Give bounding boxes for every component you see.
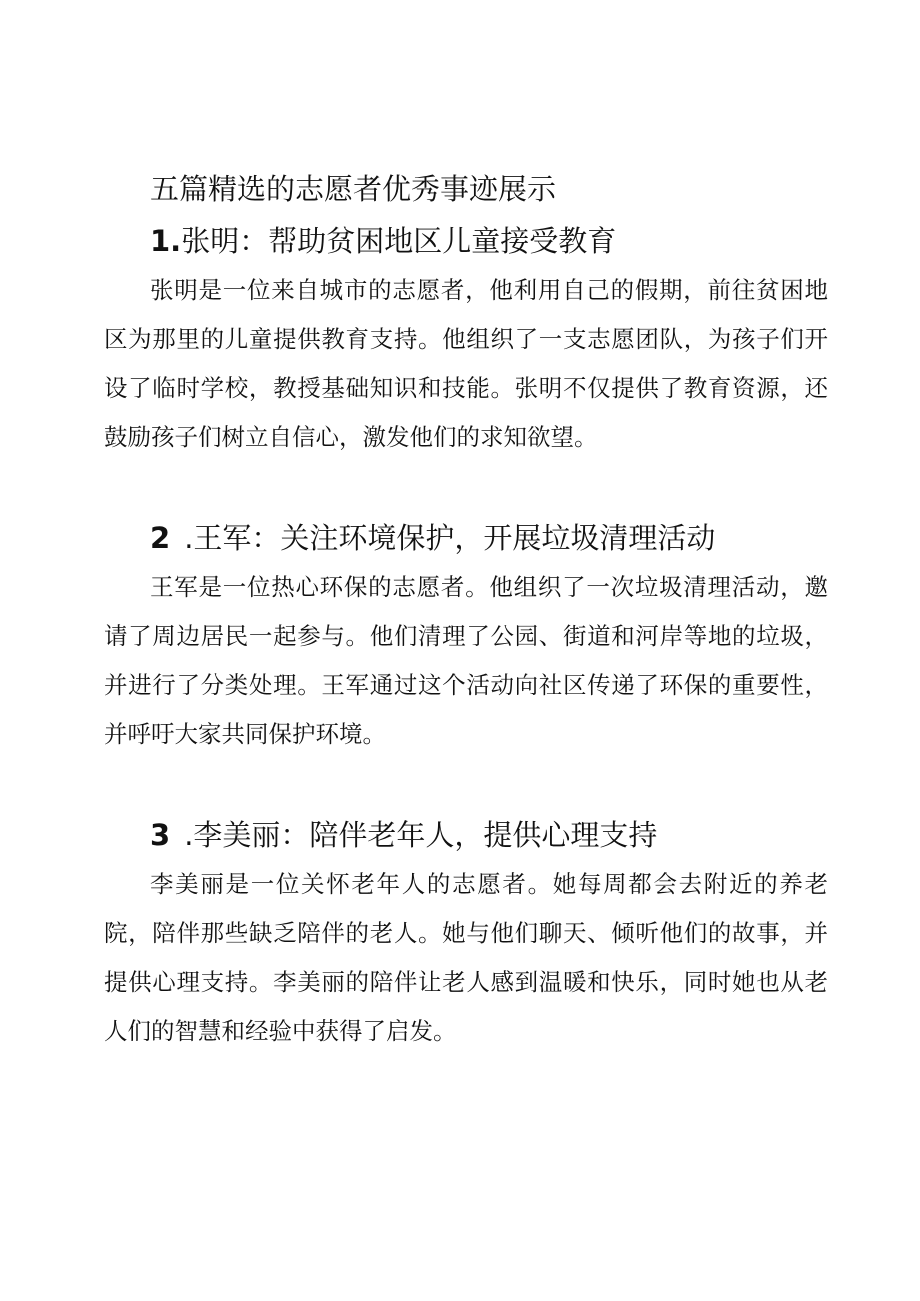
section-body-2: 王军是一位热心环保的志愿者。他组织了一次垃圾清理活动，邀请了周边居民一起参与。他们清理了公园、街道和河岸等地的垃圾，并进行了分类处理。王军通过这个活动向社区传递了环保的重要性，并呼吁大家共同保护环境。: [104, 573, 828, 748]
section-body-1: 张明是一位来自城市的志愿者，他利用自己的假期，前往贫困地区为那里的儿童提供教育支持。他组织了一支志愿团队，为孩子们开设了临时学校，教授基础知识和技能。张明不仅提供了教育资源，还鼓励孩子们树立自信心，激发他们的求知欲望。: [104, 276, 828, 451]
section-number-2: 2: [150, 521, 171, 555]
document-title: 五篇精选的志愿者优秀事迹展示: [150, 172, 557, 206]
document-content: [104, 168, 828, 1056]
section-number-3: 3: [150, 818, 171, 852]
section-heading-1: [104, 220, 828, 262]
section-body-3: 李美丽是一位关怀老年人的志愿者。她每周都会去附近的养老院，陪伴那些缺乏陪伴的老人。她与他们聊天、倾听他们的故事，并提供心理支持。李美丽的陪伴让老人感到温暖和快乐，同时她也从老人们的智慧和经验中获得了启发。: [104, 870, 828, 1045]
section-number-1: 1.: [150, 224, 182, 258]
section-heading-2: [104, 517, 828, 559]
section-heading-text-2: .王军：关注环境保护，开展垃圾清理活动: [184, 521, 716, 555]
section-heading-text-1: 张明：帮助贫困地区儿童接受教育: [181, 224, 617, 258]
section-heading-text-3: .李美丽：陪伴老年人，提供心理支持: [184, 818, 658, 852]
section-heading-3: [104, 814, 828, 856]
